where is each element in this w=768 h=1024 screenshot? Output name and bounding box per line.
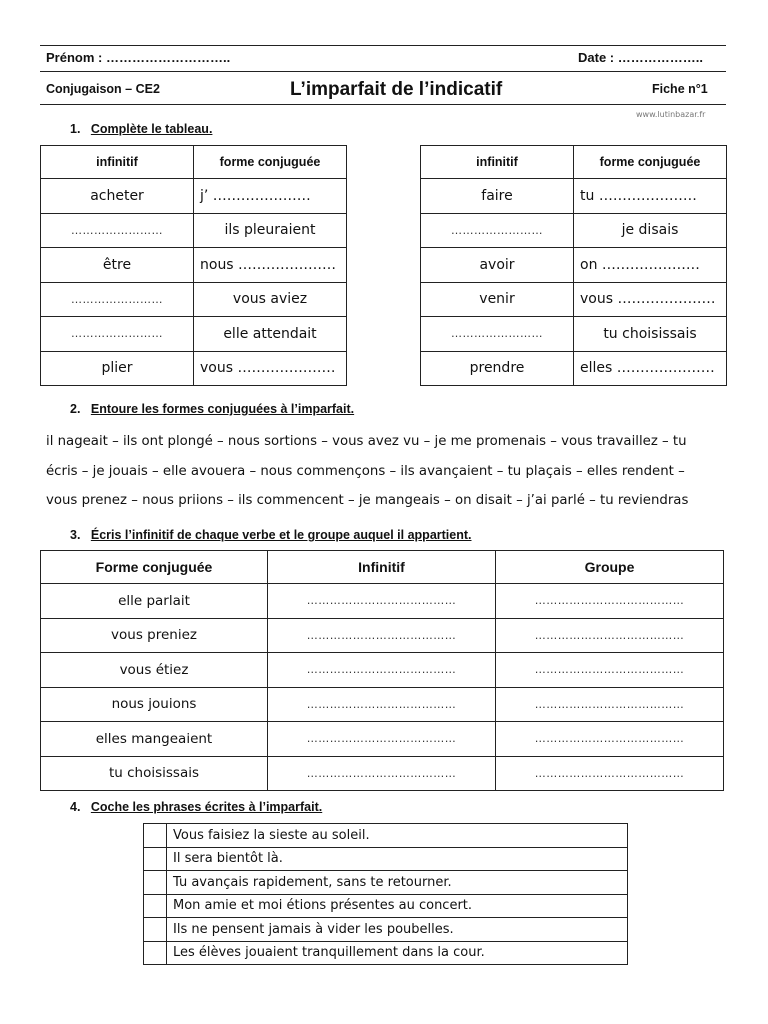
verb-list-line[interactable]: il nageait – ils ont plongé – nous sortions – vous avez vu – je me promenais – vous travaillez – tu xyxy=(46,434,687,449)
date-field-label: Date : ……………….. xyxy=(578,50,703,65)
table-row xyxy=(144,847,628,871)
group-answer-cell[interactable]: ………………………………… xyxy=(496,756,724,791)
infinitive-cell: venir xyxy=(421,282,574,317)
sheet-number: Fiche n°1 xyxy=(652,82,708,96)
group-answer-cell[interactable]: ………………………………… xyxy=(496,687,724,722)
checkbox[interactable] xyxy=(144,847,167,871)
column-header: infinitif xyxy=(421,146,574,179)
infinitive-cell[interactable]: …………………… xyxy=(41,282,194,317)
table-row xyxy=(41,213,347,248)
exercise-instruction: Entoure les formes conjuguées à l’imparfait. xyxy=(90,402,355,416)
conjugated-cell[interactable]: on ………………… xyxy=(574,248,727,283)
table-row xyxy=(144,871,628,895)
infinitive-answer-cell[interactable]: ………………………………… xyxy=(268,618,496,653)
infinitive-cell: plier xyxy=(41,351,194,386)
infinitive-group-table xyxy=(40,550,724,791)
infinitive-answer-cell[interactable]: ………………………………… xyxy=(268,653,496,688)
verb-list-line[interactable]: vous prenez – nous priions – ils commencent – je mangeais – on disait – j’ai parlé – tu reviendras xyxy=(46,493,689,508)
exercise-number: 2. xyxy=(70,402,81,416)
sentence-cell: Tu avançais rapidement, sans te retourner. xyxy=(167,871,628,895)
checkbox[interactable] xyxy=(144,824,167,848)
exercise-1-heading xyxy=(70,122,212,136)
conjugation-table-left xyxy=(40,145,347,386)
conjugated-cell[interactable]: vous ………………… xyxy=(194,351,347,386)
conjugated-form-cell: elle parlait xyxy=(41,584,268,619)
infinitive-cell: acheter xyxy=(41,179,194,214)
group-answer-cell[interactable]: ………………………………… xyxy=(496,722,724,757)
header-bottom-rule xyxy=(40,104,726,105)
infinitive-cell[interactable]: …………………… xyxy=(41,213,194,248)
column-header: Infinitif xyxy=(268,551,496,584)
sentence-cell: Vous faisiez la sieste au soleil. xyxy=(167,824,628,848)
conjugated-cell[interactable]: j’ ………………… xyxy=(194,179,347,214)
name-field-label: Prénom : ……………………….. xyxy=(46,50,231,65)
table-row xyxy=(41,179,347,214)
checkbox[interactable] xyxy=(144,941,167,965)
conjugated-form-cell: elles mangeaient xyxy=(41,722,268,757)
exercise-4-heading xyxy=(70,800,322,814)
conjugated-cell[interactable]: nous ………………… xyxy=(194,248,347,283)
column-header: forme conjuguée xyxy=(574,146,727,179)
top-rule xyxy=(40,45,726,46)
table-row xyxy=(421,317,727,352)
sentence-cell: Mon amie et moi étions présentes au concert. xyxy=(167,894,628,918)
conjugated-form-cell: vous preniez xyxy=(41,618,268,653)
exercise-number: 3. xyxy=(70,528,81,542)
table-row xyxy=(421,282,727,317)
table-row xyxy=(421,351,727,386)
verb-list-paragraph xyxy=(46,427,726,516)
conjugated-cell[interactable]: elles ………………… xyxy=(574,351,727,386)
table-row xyxy=(41,687,724,722)
table-row xyxy=(421,179,727,214)
conjugated-form-cell: nous jouions xyxy=(41,687,268,722)
checkbox-sentence-table xyxy=(143,823,628,965)
infinitive-answer-cell[interactable]: ………………………………… xyxy=(268,584,496,619)
sentence-cell: Il sera bientôt là. xyxy=(167,847,628,871)
checkbox[interactable] xyxy=(144,894,167,918)
group-answer-cell[interactable]: ………………………………… xyxy=(496,618,724,653)
table-row xyxy=(144,894,628,918)
exercise-instruction: Complète le tableau. xyxy=(90,122,213,136)
table-row xyxy=(41,618,724,653)
column-header: infinitif xyxy=(41,146,194,179)
table-row xyxy=(144,824,628,848)
infinitive-answer-cell[interactable]: ………………………………… xyxy=(268,756,496,791)
conjugated-cell[interactable]: vous ………………… xyxy=(574,282,727,317)
conjugated-cell[interactable]: tu ………………… xyxy=(574,179,727,214)
column-header: forme conjuguée xyxy=(194,146,347,179)
conjugated-form-cell: tu choisissais xyxy=(41,756,268,791)
conjugated-cell: ils pleuraient xyxy=(194,213,347,248)
infinitive-cell[interactable]: …………………… xyxy=(421,213,574,248)
table-row xyxy=(41,317,347,352)
table-row xyxy=(421,248,727,283)
conjugated-form-cell: vous étiez xyxy=(41,653,268,688)
infinitive-cell: prendre xyxy=(421,351,574,386)
checkbox[interactable] xyxy=(144,871,167,895)
table-row xyxy=(41,653,724,688)
table-row xyxy=(41,722,724,757)
exercise-2-heading xyxy=(70,402,354,416)
exercise-instruction: Écris l’infinitif de chaque verbe et le groupe auquel il appartient. xyxy=(90,528,472,542)
subject-label: Conjugaison – CE2 xyxy=(46,82,160,96)
column-header: Groupe xyxy=(496,551,724,584)
column-header: Forme conjuguée xyxy=(41,551,268,584)
sentence-cell: Ils ne pensent jamais à vider les poubelles. xyxy=(167,918,628,942)
infinitive-cell[interactable]: …………………… xyxy=(421,317,574,352)
table-row xyxy=(41,351,347,386)
table-row xyxy=(41,282,347,317)
middle-rule xyxy=(40,71,726,72)
exercise-number: 1. xyxy=(70,122,81,136)
table-row xyxy=(41,756,724,791)
exercise-number: 4. xyxy=(70,800,81,814)
page-title: L’imparfait de l’indicatif xyxy=(290,79,503,100)
conjugated-cell: tu choisissais xyxy=(574,317,727,352)
conjugated-cell: elle attendait xyxy=(194,317,347,352)
conjugated-cell: vous aviez xyxy=(194,282,347,317)
exercise-instruction: Coche les phrases écrites à l’imparfait. xyxy=(90,800,323,814)
infinitive-cell: avoir xyxy=(421,248,574,283)
infinitive-cell[interactable]: …………………… xyxy=(41,317,194,352)
table-row xyxy=(421,213,727,248)
checkbox[interactable] xyxy=(144,918,167,942)
website-credit: www.lutinbazar.fr xyxy=(636,110,706,119)
table-row xyxy=(41,248,347,283)
group-answer-cell[interactable]: ………………………………… xyxy=(496,653,724,688)
sentence-cell: Les élèves jouaient tranquillement dans la cour. xyxy=(167,941,628,965)
exercise-3-heading xyxy=(70,528,472,542)
group-answer-cell[interactable]: ………………………………… xyxy=(496,584,724,619)
infinitive-cell: être xyxy=(41,248,194,283)
table-row xyxy=(41,584,724,619)
verb-list-line[interactable]: écris – je jouais – elle avouera – nous commençons – ils avançaient – tu plaçais – elles rendent – xyxy=(46,463,685,479)
conjugation-table-right xyxy=(420,145,727,386)
table-row xyxy=(144,918,628,942)
infinitive-answer-cell[interactable]: ………………………………… xyxy=(268,687,496,722)
table-row xyxy=(144,941,628,965)
conjugated-cell: je disais xyxy=(574,213,727,248)
infinitive-answer-cell[interactable]: ………………………………… xyxy=(268,722,496,757)
infinitive-cell: faire xyxy=(421,179,574,214)
